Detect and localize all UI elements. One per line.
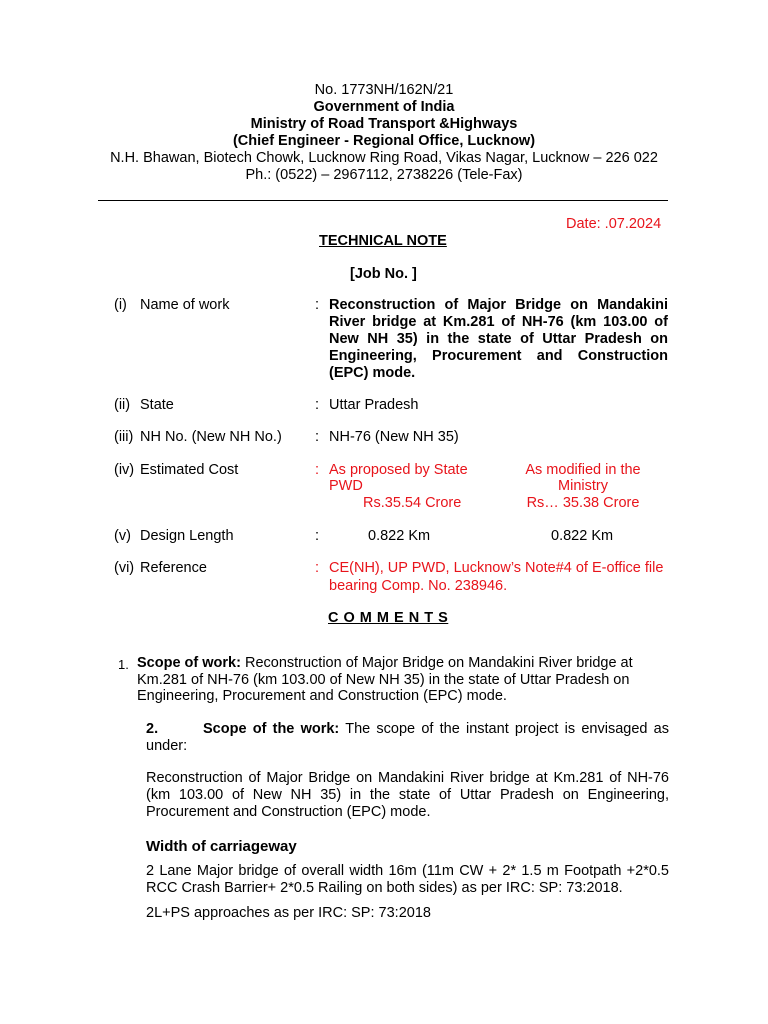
row-reference-label: (vi) Reference — [114, 560, 207, 576]
name-of-work-value: Reconstruction of Major Bridge on Mandakini River bridge at Km.281 of NH-76 (km 103.00 of New NH 35) in the state of Uttar Pradesh on Engineering, Procurement and Construction (EPC) mode. — [329, 297, 668, 381]
cost-ministry-heading-line1: As modified in the — [525, 462, 641, 478]
reference-number: No. 1773NH/162N/21 — [314, 82, 454, 98]
cost-state-value: Rs.35.54 Crore — [363, 495, 462, 511]
ministry-name: Ministry of Road Transport &Highways — [250, 116, 518, 132]
office-phone: Ph.: (0522) – 2967112, 2738226 (Tele-Fax) — [245, 167, 523, 183]
nh-number-value: NH-76 (New NH 35) — [329, 429, 459, 445]
row-estimated-cost-label: (iv) Estimated Cost — [114, 462, 239, 478]
item-1-number: 1. — [118, 657, 129, 672]
reference-value-line2: bearing Comp. No. 238946. — [329, 578, 508, 594]
item-2-number: 2. — [146, 721, 159, 737]
cost-ministry-heading-line2: Ministry — [558, 478, 608, 494]
reference-value-line1: CE(NH), UP PWD, Lucknow’s Note#4 of E-office file — [329, 560, 664, 576]
comments-heading: C O M M E N T S — [328, 610, 449, 626]
item-2-intro: Scope of the work: The scope of the instant project is envisaged as under: — [146, 721, 669, 754]
state-value: Uttar Pradesh — [329, 397, 419, 413]
item-1-line3: Engineering, Procurement and Construction (EPC) mode. — [137, 688, 507, 704]
row-nh-number-label: (iii) NH No. (New NH No.) — [114, 429, 282, 445]
office-name: (Chief Engineer - Regional Office, Lucknow) — [232, 133, 536, 149]
header-divider — [98, 200, 668, 201]
colon: : — [315, 429, 320, 445]
letterhead — [0, 82, 768, 184]
job-number: [Job No. ] — [350, 266, 417, 282]
document-date: Date: .07.2024 — [566, 216, 662, 232]
width-paragraph-1: 2 Lane Major bridge of overall width 16m (11m CW + 2* 1.5 m Footpath +2*0.5 RCC Crash Barrier+ 2*0.5 Railing on both sides) as per IRC: SP: 73:2018. — [146, 863, 669, 896]
colon: : — [315, 462, 320, 478]
item-2-heading: Scope of the work: — [203, 721, 340, 737]
colon: : — [315, 397, 320, 413]
colon: : — [315, 560, 320, 576]
item-1-heading: Scope of work: — [137, 655, 241, 671]
cost-ministry-value: Rs… 35.38 Crore — [526, 495, 640, 511]
office-address: N.H. Bhawan, Biotech Chowk, Lucknow Ring Road, Vikas Nagar, Lucknow – 226 022 — [110, 150, 658, 166]
item-2-paragraph: Reconstruction of Major Bridge on Mandakini River bridge at Km.281 of NH-76 (km 103.00 of New NH 35) in the state of Uttar Pradesh on Engineering, Procurement and Construction (EPC) mode. — [146, 770, 669, 820]
design-length-ministry: 0.822 Km — [551, 528, 614, 544]
row-name-of-work-label: (i) Name of work — [114, 297, 230, 313]
row-state-label: (ii) State — [114, 397, 174, 413]
cost-state-heading-line1: As proposed by State — [329, 462, 468, 478]
design-length-state: 0.822 Km — [368, 528, 431, 544]
colon: : — [315, 297, 320, 313]
width-heading: Width of carriageway — [146, 838, 297, 855]
width-paragraph-2: 2L+PS approaches as per IRC: SP: 73:2018 — [146, 905, 431, 921]
colon: : — [315, 528, 320, 544]
cost-state-heading-line2: PWD — [329, 478, 363, 494]
government-name: Government of India — [313, 99, 455, 115]
document-title: TECHNICAL NOTE — [319, 233, 447, 249]
item-1-line2: Km.281 of NH-76 (km 103.00 of New NH 35) in the state of Uttar Pradesh on — [137, 672, 630, 688]
row-design-length-label: (v) Design Length — [114, 528, 234, 544]
item-1-line1: Scope of work: Reconstruction of Major Bridge on Mandakini River bridge at — [137, 655, 633, 671]
